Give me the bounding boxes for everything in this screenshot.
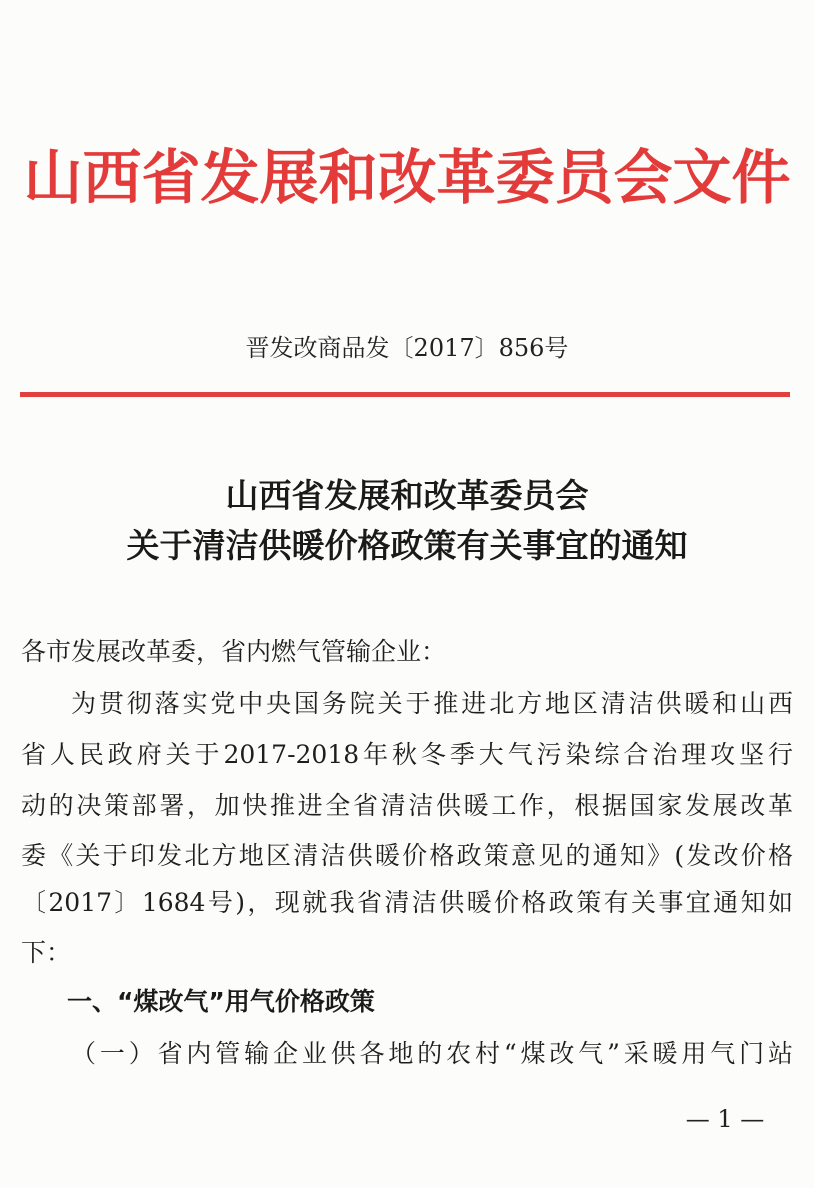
red-divider-rule: [20, 392, 790, 397]
paragraph-line: 为贯彻落实党中央国务院关于推进北方地区清洁供暖和山西: [71, 689, 793, 718]
document-masthead: 山西省发展和改革委员会文件: [23, 143, 791, 212]
section-item: （一）省内管输企业供各地的农村“煤改气”采暖用气门站: [71, 1039, 793, 1068]
paragraph-line: 〔2017〕1684号)，现就我省清洁供暖价格政策有关事宜通知如: [21, 888, 793, 917]
title-line-2: 关于清洁供暖价格政策有关事宜的通知: [126, 526, 688, 565]
section-heading: 一、“煤改气”用气价格政策: [67, 987, 375, 1016]
paragraph-line: 下：: [21, 938, 72, 967]
document-number: 晋发改商品发〔2017〕856号: [245, 334, 569, 362]
title-line-1: 山西省发展和改革委员会: [225, 476, 589, 515]
paragraph-line: 动的决策部署，加快推进全省清洁供暖工作，根据国家发展改革: [21, 791, 793, 820]
salutation: 各市发展改革委，省内燃气管输企业：: [21, 637, 447, 666]
page-number: — 1 —: [685, 1105, 765, 1133]
paragraph-line: 省人民政府关于2017-2018年秋冬季大气污染综合治理攻坚行: [21, 740, 793, 769]
paragraph-line: 委《关于印发北方地区清洁供暖价格政策意见的通知》(发改价格: [21, 841, 793, 870]
